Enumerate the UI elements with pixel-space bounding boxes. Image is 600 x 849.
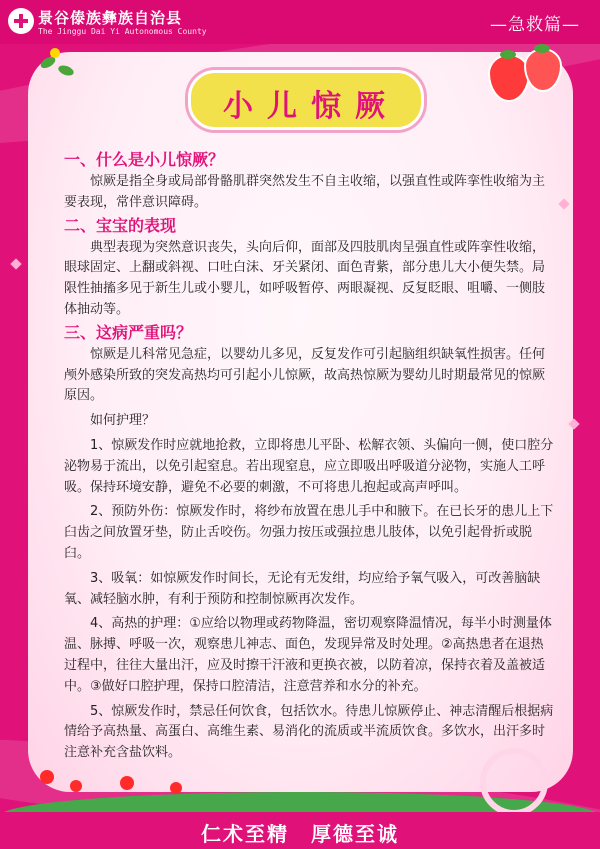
care-heading: 如何护理？ [90, 413, 156, 429]
care-step-2: 2、预防外伤：惊厥发作时，将纱布放置在患儿手中和腋下。在已长牙的患儿上下臼齿之间放置牙垫，防止舌咬伤。勿强力按压或强拉患儿肢体，以免引起骨折或脱臼。 [64, 504, 554, 561]
article-body [64, 148, 554, 764]
care-step-4: 4、高热的护理：①应给以物理或药物降温，密切观察降温情况，每半小时测量体温、脉搏、呼吸一次，观察患儿神志、面色，发现异常及时处理。②高热患者在退热过程中，往往大量出汗，应及时擦干汗液和更换衣被，以防着凉，保持衣着及盖被适中。③做好口腔护理，保持口腔清洁，注意营养和水分的补充。 [64, 616, 552, 694]
header-bar [0, 0, 600, 44]
page-title: 小儿惊厥 [223, 89, 399, 124]
leaf-icon [500, 50, 516, 59]
flower-icon [170, 782, 182, 794]
care-step-1: 1、惊厥发作时应就地抢救，立即将患儿平卧、松解衣领、头偏向一侧，使口腔分泌物易于流出，以免引起窒息。若出现窒息，应立即吸出呼吸道分泌物，实施人工呼吸。保持环境安静，避免不必要的刺激，不可将患儿抱起或高声呼叫。 [64, 437, 554, 495]
care-step-5: 5、惊厥发作时，禁忌任何饮食，包括饮水。待患儿惊厥停止、神志清醒后根据病情给予高热量、高蛋白、高维生素、易消化的流质或半流质饮食。多饮水，出汗多时注意补充含盐饮料。 [64, 703, 554, 761]
org-name-cn: 景谷傣族彝族自治县 [38, 9, 183, 27]
flower-icon [70, 780, 82, 792]
flower-icon [40, 770, 54, 784]
paragraph: 惊厥是指全身或局部骨骼肌群突然发生不自主收缩，以强直性或阵挛性收缩为主要表现，常伴意识障碍。 [64, 174, 546, 210]
section-heading: 三、这病严重吗？ [64, 322, 193, 342]
flower-icon [480, 748, 548, 816]
org-name-en: The Jinggu Dai Yi Autonomous County [38, 27, 207, 36]
leaf-icon [534, 44, 550, 53]
red-cross-logo-icon [8, 8, 34, 34]
flower-icon [50, 48, 60, 58]
care-step-3: 3、吸氧：如惊厥发作时间长，无论有无发绀，均应给予氧气吸入，可改善脑缺氧、减轻脑水肿，有利于预防和控制惊厥再次发作。 [64, 570, 541, 607]
section-heading: 二、宝宝的表现 [64, 215, 177, 235]
section-tag: —急救篇— [490, 15, 580, 35]
section-heading: 一、什么是小儿惊厥？ [64, 150, 225, 169]
heart-icon [10, 258, 21, 269]
paragraph: 惊厥是儿科常见急症，以婴幼儿多见，反复发作可引起脑组织缺氧性损害。任何颅外感染所致的突发高热均可引起小儿惊厥，故高热惊厥为婴幼儿时期最常见的惊厥原因。 [64, 346, 546, 404]
footer-slogan: 仁术至精 厚德至诚 [201, 822, 399, 846]
flower-icon [120, 776, 134, 790]
footer-bar [0, 812, 600, 849]
paragraph: 典型表现为突然意识丧失，头向后仰，面部及四肢肌肉呈强直性或阵挛性收缩，眼球固定、上翻或斜视、口吐白沫、牙关紧闭、面色青紫，部分患儿大小便失禁。局限性抽搐多见于新生儿或小婴儿，如呼吸暂停、两眼凝视、反复眨眼、咀嚼、一侧肢体抽动等。 [64, 239, 546, 317]
title-badge [188, 70, 424, 130]
